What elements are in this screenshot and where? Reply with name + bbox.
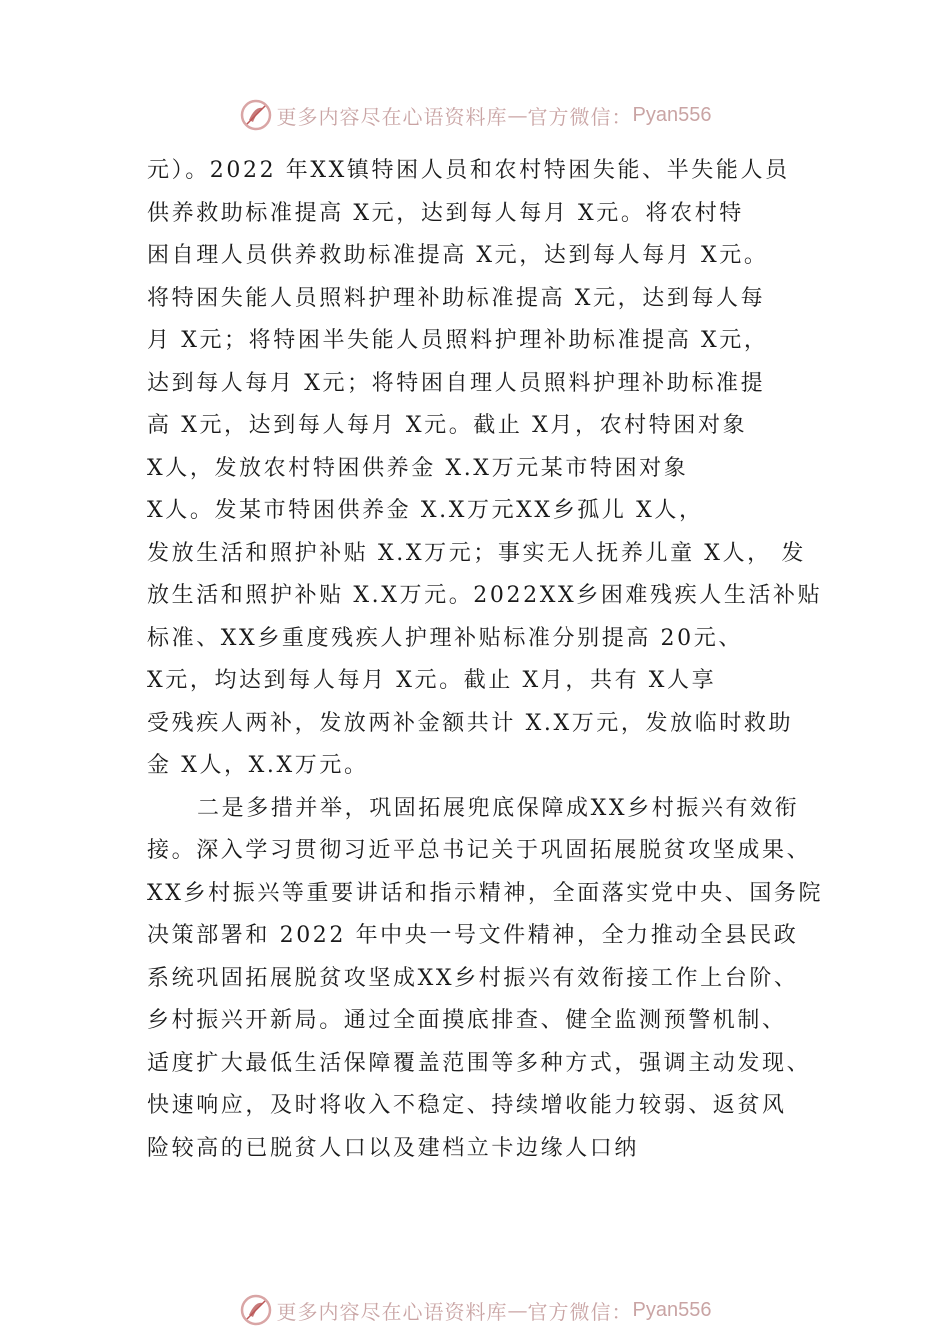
text-line: 险较高的已脱贫人口以及建档立卡边缘人口纳 <box>147 1135 640 1161</box>
text-line: 月 X元；将特困半失能人员照料护理补助标准提高 X元， <box>147 328 769 353</box>
text-line: 困自理人员供养救助标准提高 X元，达到每人每月 X元。 <box>147 243 769 268</box>
paragraph-2 <box>147 788 827 1171</box>
brand-logo-icon <box>239 98 273 132</box>
header-brand-text: 更多内容尽在心语资料库 <box>276 104 508 129</box>
header-wechat-label: 官方微信： <box>527 104 633 129</box>
text-line: X元，均达到每人每月 X元。截止 X月，共有 X人享 <box>147 668 717 693</box>
text-line: XX乡村振兴等重要讲话和指示精神，全面落实党中央、国务院 <box>147 880 824 906</box>
text-line: 决策部署和 2022 年中央一号文件精神，全力推动全县民政 <box>147 923 799 948</box>
footer-separator: — <box>507 1298 528 1322</box>
text-line: 高 X元，达到每人每月 X元。截止 X月，农村特困对象 <box>147 413 748 438</box>
text-line: 供养救助标准提高 X元，达到每人每月 X元。将农村特 <box>147 200 744 226</box>
footer-brand-text: 更多内容尽在心语资料库 <box>276 1299 508 1324</box>
header-separator: — <box>507 103 528 127</box>
text-line: 达到每人每月 X元；将特困自理人员照料护理补助标准提 <box>147 370 766 396</box>
text-line: X人。发某市特困供养金 X.X万元XX乡孤儿 X人， <box>147 498 704 523</box>
paragraph-1 <box>147 150 827 788</box>
text-line: 二是多措并举，巩固拓展兜底保障成XX乡村振兴有效衔 <box>197 795 800 821</box>
text-line: 快速响应，及时将收入不稳定、持续增收能力较弱、返贫风 <box>147 1093 787 1118</box>
footer-wechat-id: Pyan556 <box>632 1298 712 1321</box>
brand-logo-icon <box>239 1293 273 1327</box>
text-line: 标准、XX乡重度残疾人护理补贴标准分别提高 20元、 <box>147 625 743 651</box>
document-body <box>147 150 827 1170</box>
header-watermark <box>0 95 950 135</box>
text-line: 发放生活和照护补贴 X.X万元；事实无人抚养儿童 X人， 发 <box>147 540 806 566</box>
footer-watermark <box>0 1290 950 1330</box>
footer-wechat-label: 官方微信： <box>527 1299 633 1324</box>
text-line: 金 X人，X.X万元。 <box>147 753 369 778</box>
text-line: 元）。2022 年XX镇特困人员和农村特困失能、半失能人员 <box>147 158 790 183</box>
text-line: 适度扩大最低生活保障覆盖范围等多种方式，强调主动发现、 <box>147 1050 812 1076</box>
text-line: 乡村振兴开新局。通过全面摸底排查、健全监测预警机制、 <box>147 1008 787 1033</box>
text-line: 系统巩固拓展脱贫攻坚成XX乡村振兴有效衔接工作上台阶、 <box>147 965 799 991</box>
text-line: 放生活和照护补贴 X.X万元。2022XX乡困难残疾人生活补贴 <box>147 583 823 608</box>
text-line: X人，发放农村特困供养金 X.X万元某市特困对象 <box>147 455 689 481</box>
header-wechat-id: Pyan556 <box>632 103 712 126</box>
text-line: 将特困失能人员照料护理补助标准提高 X元，达到每人每 <box>147 285 766 311</box>
text-line: 接。深入学习贯彻习近平总书记关于巩固拓展脱贫攻坚成果、 <box>147 838 812 863</box>
text-line: 受残疾人两补，发放两补金额共计 X.X万元，发放临时救助 <box>147 710 794 736</box>
